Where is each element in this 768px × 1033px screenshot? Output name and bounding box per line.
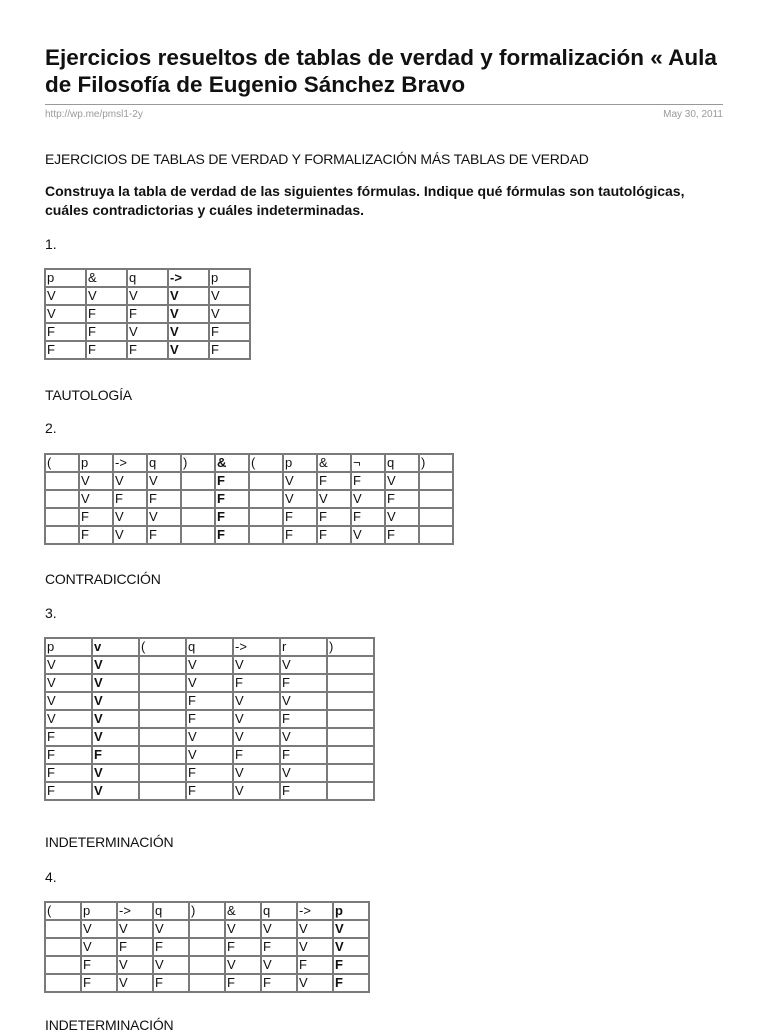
table-cell: [327, 728, 374, 746]
table-cell: V: [280, 656, 327, 674]
table-row: [45, 490, 453, 508]
table-row: [45, 305, 250, 323]
table-cell: V: [233, 692, 280, 710]
table-cell: V: [333, 938, 369, 956]
table-cell: F: [81, 974, 117, 992]
table-cell: V: [113, 526, 147, 544]
table-cell: V: [351, 490, 385, 508]
table-cell: F: [280, 782, 327, 800]
table-cell: F: [127, 305, 168, 323]
table-cell: F: [261, 974, 297, 992]
table-cell: V: [45, 656, 92, 674]
table-header-row: [45, 902, 369, 920]
table-cell: V: [127, 287, 168, 305]
table-cell: [189, 956, 225, 974]
table-cell: F: [385, 490, 419, 508]
exercise-result: INDETERMINACIÓN: [45, 1017, 174, 1033]
table-cell: F: [225, 938, 261, 956]
table-cell: p: [81, 902, 117, 920]
table-cell: V: [45, 305, 86, 323]
table-cell: V: [168, 287, 209, 305]
table-row: [45, 674, 374, 692]
table-cell: q: [153, 902, 189, 920]
exercise-number: 2.: [45, 420, 57, 436]
table-cell: V: [225, 920, 261, 938]
table-row: [45, 472, 453, 490]
section-heading: EJERCICIOS DE TABLAS DE VERDAD Y FORMALIZACIÓN MÁS TABLAS DE VERDAD: [45, 151, 589, 167]
table-cell: q: [147, 454, 181, 472]
table-cell: &: [215, 454, 249, 472]
table-cell: (: [249, 454, 283, 472]
truth-table: [44, 453, 454, 545]
table-cell: V: [280, 692, 327, 710]
table-cell: V: [113, 508, 147, 526]
table-cell: [189, 974, 225, 992]
table-cell: F: [317, 508, 351, 526]
table-cell: F: [45, 341, 86, 359]
table-cell: V: [225, 956, 261, 974]
table-cell: ¬: [351, 454, 385, 472]
table-cell: F: [186, 692, 233, 710]
table-cell: V: [333, 920, 369, 938]
table-cell: V: [233, 656, 280, 674]
table-cell: V: [117, 956, 153, 974]
table-cell: [45, 508, 79, 526]
table-cell: F: [225, 974, 261, 992]
table-cell: V: [127, 323, 168, 341]
table-cell: F: [215, 526, 249, 544]
table-cell: [419, 490, 453, 508]
table-row: [45, 974, 369, 992]
table-cell: V: [168, 305, 209, 323]
table-cell: V: [153, 920, 189, 938]
table-cell: V: [117, 920, 153, 938]
table-cell: [45, 974, 81, 992]
table-row: [45, 746, 374, 764]
table-cell: V: [297, 938, 333, 956]
table-cell: [327, 710, 374, 728]
table-cell: V: [147, 508, 181, 526]
table-cell: V: [186, 674, 233, 692]
truth-table: [44, 901, 370, 993]
table-cell: p: [45, 269, 86, 287]
table-cell: V: [92, 728, 139, 746]
page-title: Ejercicios resueltos de tablas de verdad y formalización « Aula de Filosofía de Eugenio Sánchez Bravo: [45, 45, 717, 97]
table-cell: F: [45, 728, 92, 746]
table-cell: F: [280, 746, 327, 764]
table-cell: q: [385, 454, 419, 472]
table-cell: [181, 508, 215, 526]
table-cell: V: [233, 728, 280, 746]
table-row: [45, 938, 369, 956]
table-row: [45, 710, 374, 728]
table-cell: [45, 472, 79, 490]
table-cell: F: [86, 323, 127, 341]
table-cell: &: [86, 269, 127, 287]
table-cell: &: [225, 902, 261, 920]
table-cell: [327, 656, 374, 674]
table-cell: F: [333, 974, 369, 992]
table-cell: F: [45, 782, 92, 800]
table-cell: F: [261, 938, 297, 956]
table-cell: F: [86, 305, 127, 323]
table-cell: V: [168, 341, 209, 359]
table-row: [45, 782, 374, 800]
table-cell: F: [45, 764, 92, 782]
exercise-number: 1.: [45, 236, 57, 252]
table-row: [45, 526, 453, 544]
table-cell: F: [147, 490, 181, 508]
table-cell: V: [209, 287, 250, 305]
table-cell: [419, 508, 453, 526]
table-cell: V: [92, 782, 139, 800]
table-cell: F: [283, 526, 317, 544]
table-cell: [189, 938, 225, 956]
table-cell: V: [92, 656, 139, 674]
table-cell: ): [189, 902, 225, 920]
table-cell: F: [297, 956, 333, 974]
table-cell: F: [117, 938, 153, 956]
table-cell: V: [233, 764, 280, 782]
table-cell: V: [280, 728, 327, 746]
table-cell: V: [81, 920, 117, 938]
table-cell: [419, 526, 453, 544]
table-row: [45, 764, 374, 782]
table-cell: [249, 490, 283, 508]
table-cell: ->: [297, 902, 333, 920]
table-cell: ->: [117, 902, 153, 920]
table-cell: F: [186, 782, 233, 800]
table-cell: V: [92, 674, 139, 692]
table-cell: F: [45, 323, 86, 341]
table-cell: v: [92, 638, 139, 656]
table-cell: V: [297, 920, 333, 938]
table-cell: F: [86, 341, 127, 359]
table-cell: [139, 674, 186, 692]
table-cell: p: [283, 454, 317, 472]
table-cell: [139, 764, 186, 782]
table-cell: r: [280, 638, 327, 656]
table-cell: F: [317, 472, 351, 490]
table-cell: [181, 526, 215, 544]
table-cell: V: [385, 472, 419, 490]
table-cell: F: [215, 472, 249, 490]
table-cell: F: [280, 710, 327, 728]
table-cell: [45, 490, 79, 508]
table-cell: ->: [233, 638, 280, 656]
table-cell: [327, 674, 374, 692]
table-cell: V: [280, 764, 327, 782]
table-cell: V: [186, 746, 233, 764]
table-cell: V: [186, 656, 233, 674]
table-row: [45, 323, 250, 341]
table-cell: F: [186, 764, 233, 782]
table-cell: V: [79, 490, 113, 508]
table-cell: V: [385, 508, 419, 526]
table-cell: [181, 472, 215, 490]
table-header-row: [45, 638, 374, 656]
table-cell: [139, 728, 186, 746]
table-cell: F: [79, 508, 113, 526]
table-cell: V: [351, 526, 385, 544]
table-cell: F: [233, 746, 280, 764]
exercise-result: INDETERMINACIÓN: [45, 834, 174, 850]
table-cell: (: [45, 902, 81, 920]
table-cell: [189, 920, 225, 938]
table-cell: V: [261, 920, 297, 938]
table-cell: [181, 490, 215, 508]
table-row: [45, 728, 374, 746]
table-cell: V: [186, 728, 233, 746]
table-cell: [45, 920, 81, 938]
table-cell: [139, 692, 186, 710]
table-cell: V: [81, 938, 117, 956]
table-cell: V: [283, 472, 317, 490]
table-cell: V: [92, 764, 139, 782]
table-cell: F: [153, 938, 189, 956]
table-cell: &: [317, 454, 351, 472]
table-cell: F: [186, 710, 233, 728]
table-cell: F: [215, 490, 249, 508]
table-cell: [45, 938, 81, 956]
exercise-number: 4.: [45, 869, 57, 885]
table-cell: q: [186, 638, 233, 656]
table-cell: F: [113, 490, 147, 508]
table-header-row: [45, 454, 453, 472]
table-cell: [327, 746, 374, 764]
table-cell: V: [117, 974, 153, 992]
table-row: [45, 287, 250, 305]
table-cell: V: [233, 710, 280, 728]
instructions: Construya la tabla de verdad de las siguientes fórmulas. Indique qué fórmulas son tautológicas, cuáles contradictorias y cuáles indeterminadas.: [45, 183, 685, 218]
table-cell: F: [215, 508, 249, 526]
table-cell: [327, 782, 374, 800]
title-divider: [45, 104, 723, 105]
table-cell: ->: [113, 454, 147, 472]
table-cell: V: [153, 956, 189, 974]
table-cell: V: [283, 490, 317, 508]
table-cell: F: [79, 526, 113, 544]
table-row: [45, 956, 369, 974]
table-cell: F: [317, 526, 351, 544]
table-cell: V: [261, 956, 297, 974]
table-cell: F: [209, 341, 250, 359]
table-cell: ): [419, 454, 453, 472]
table-row: [45, 692, 374, 710]
table-cell: [139, 746, 186, 764]
table-cell: [249, 472, 283, 490]
table-cell: [139, 782, 186, 800]
table-row: [45, 341, 250, 359]
table-header-row: [45, 269, 250, 287]
table-cell: (: [139, 638, 186, 656]
truth-table: [44, 637, 375, 801]
table-cell: F: [283, 508, 317, 526]
table-cell: [45, 956, 81, 974]
table-cell: q: [127, 269, 168, 287]
table-cell: V: [317, 490, 351, 508]
table-cell: F: [351, 508, 385, 526]
table-cell: [249, 508, 283, 526]
table-cell: F: [147, 526, 181, 544]
table-cell: F: [280, 674, 327, 692]
table-cell: q: [261, 902, 297, 920]
table-cell: [139, 656, 186, 674]
table-row: [45, 656, 374, 674]
exercise-number: 3.: [45, 605, 57, 621]
table-cell: [139, 710, 186, 728]
exercise-result: CONTRADICCIÓN: [45, 571, 161, 587]
table-cell: F: [81, 956, 117, 974]
table-cell: F: [127, 341, 168, 359]
table-row: [45, 920, 369, 938]
table-cell: [419, 472, 453, 490]
table-cell: F: [153, 974, 189, 992]
table-cell: V: [92, 692, 139, 710]
table-cell: V: [86, 287, 127, 305]
table-cell: [327, 692, 374, 710]
table-cell: V: [168, 323, 209, 341]
table-cell: V: [147, 472, 181, 490]
table-cell: F: [209, 323, 250, 341]
table-cell: p: [79, 454, 113, 472]
table-cell: F: [333, 956, 369, 974]
table-cell: V: [209, 305, 250, 323]
table-cell: [249, 526, 283, 544]
table-cell: ): [181, 454, 215, 472]
table-cell: V: [45, 674, 92, 692]
table-cell: p: [209, 269, 250, 287]
table-cell: V: [45, 710, 92, 728]
table-cell: F: [45, 746, 92, 764]
table-cell: F: [92, 746, 139, 764]
table-cell: F: [233, 674, 280, 692]
short-url[interactable]: http://wp.me/pmsl1-2y: [45, 109, 143, 120]
table-cell: V: [92, 710, 139, 728]
table-cell: ): [327, 638, 374, 656]
table-cell: p: [45, 638, 92, 656]
table-cell: V: [297, 974, 333, 992]
table-cell: V: [45, 692, 92, 710]
table-cell: [327, 764, 374, 782]
table-cell: V: [79, 472, 113, 490]
table-cell: V: [113, 472, 147, 490]
exercise-result: TAUTOLOGÍA: [45, 387, 132, 403]
table-cell: [45, 526, 79, 544]
post-date: May 30, 2011: [663, 109, 723, 120]
truth-table: [44, 268, 251, 360]
table-cell: p: [333, 902, 369, 920]
table-row: [45, 508, 453, 526]
table-cell: (: [45, 454, 79, 472]
table-cell: F: [385, 526, 419, 544]
table-cell: F: [351, 472, 385, 490]
table-cell: ->: [168, 269, 209, 287]
table-cell: V: [233, 782, 280, 800]
table-cell: V: [45, 287, 86, 305]
